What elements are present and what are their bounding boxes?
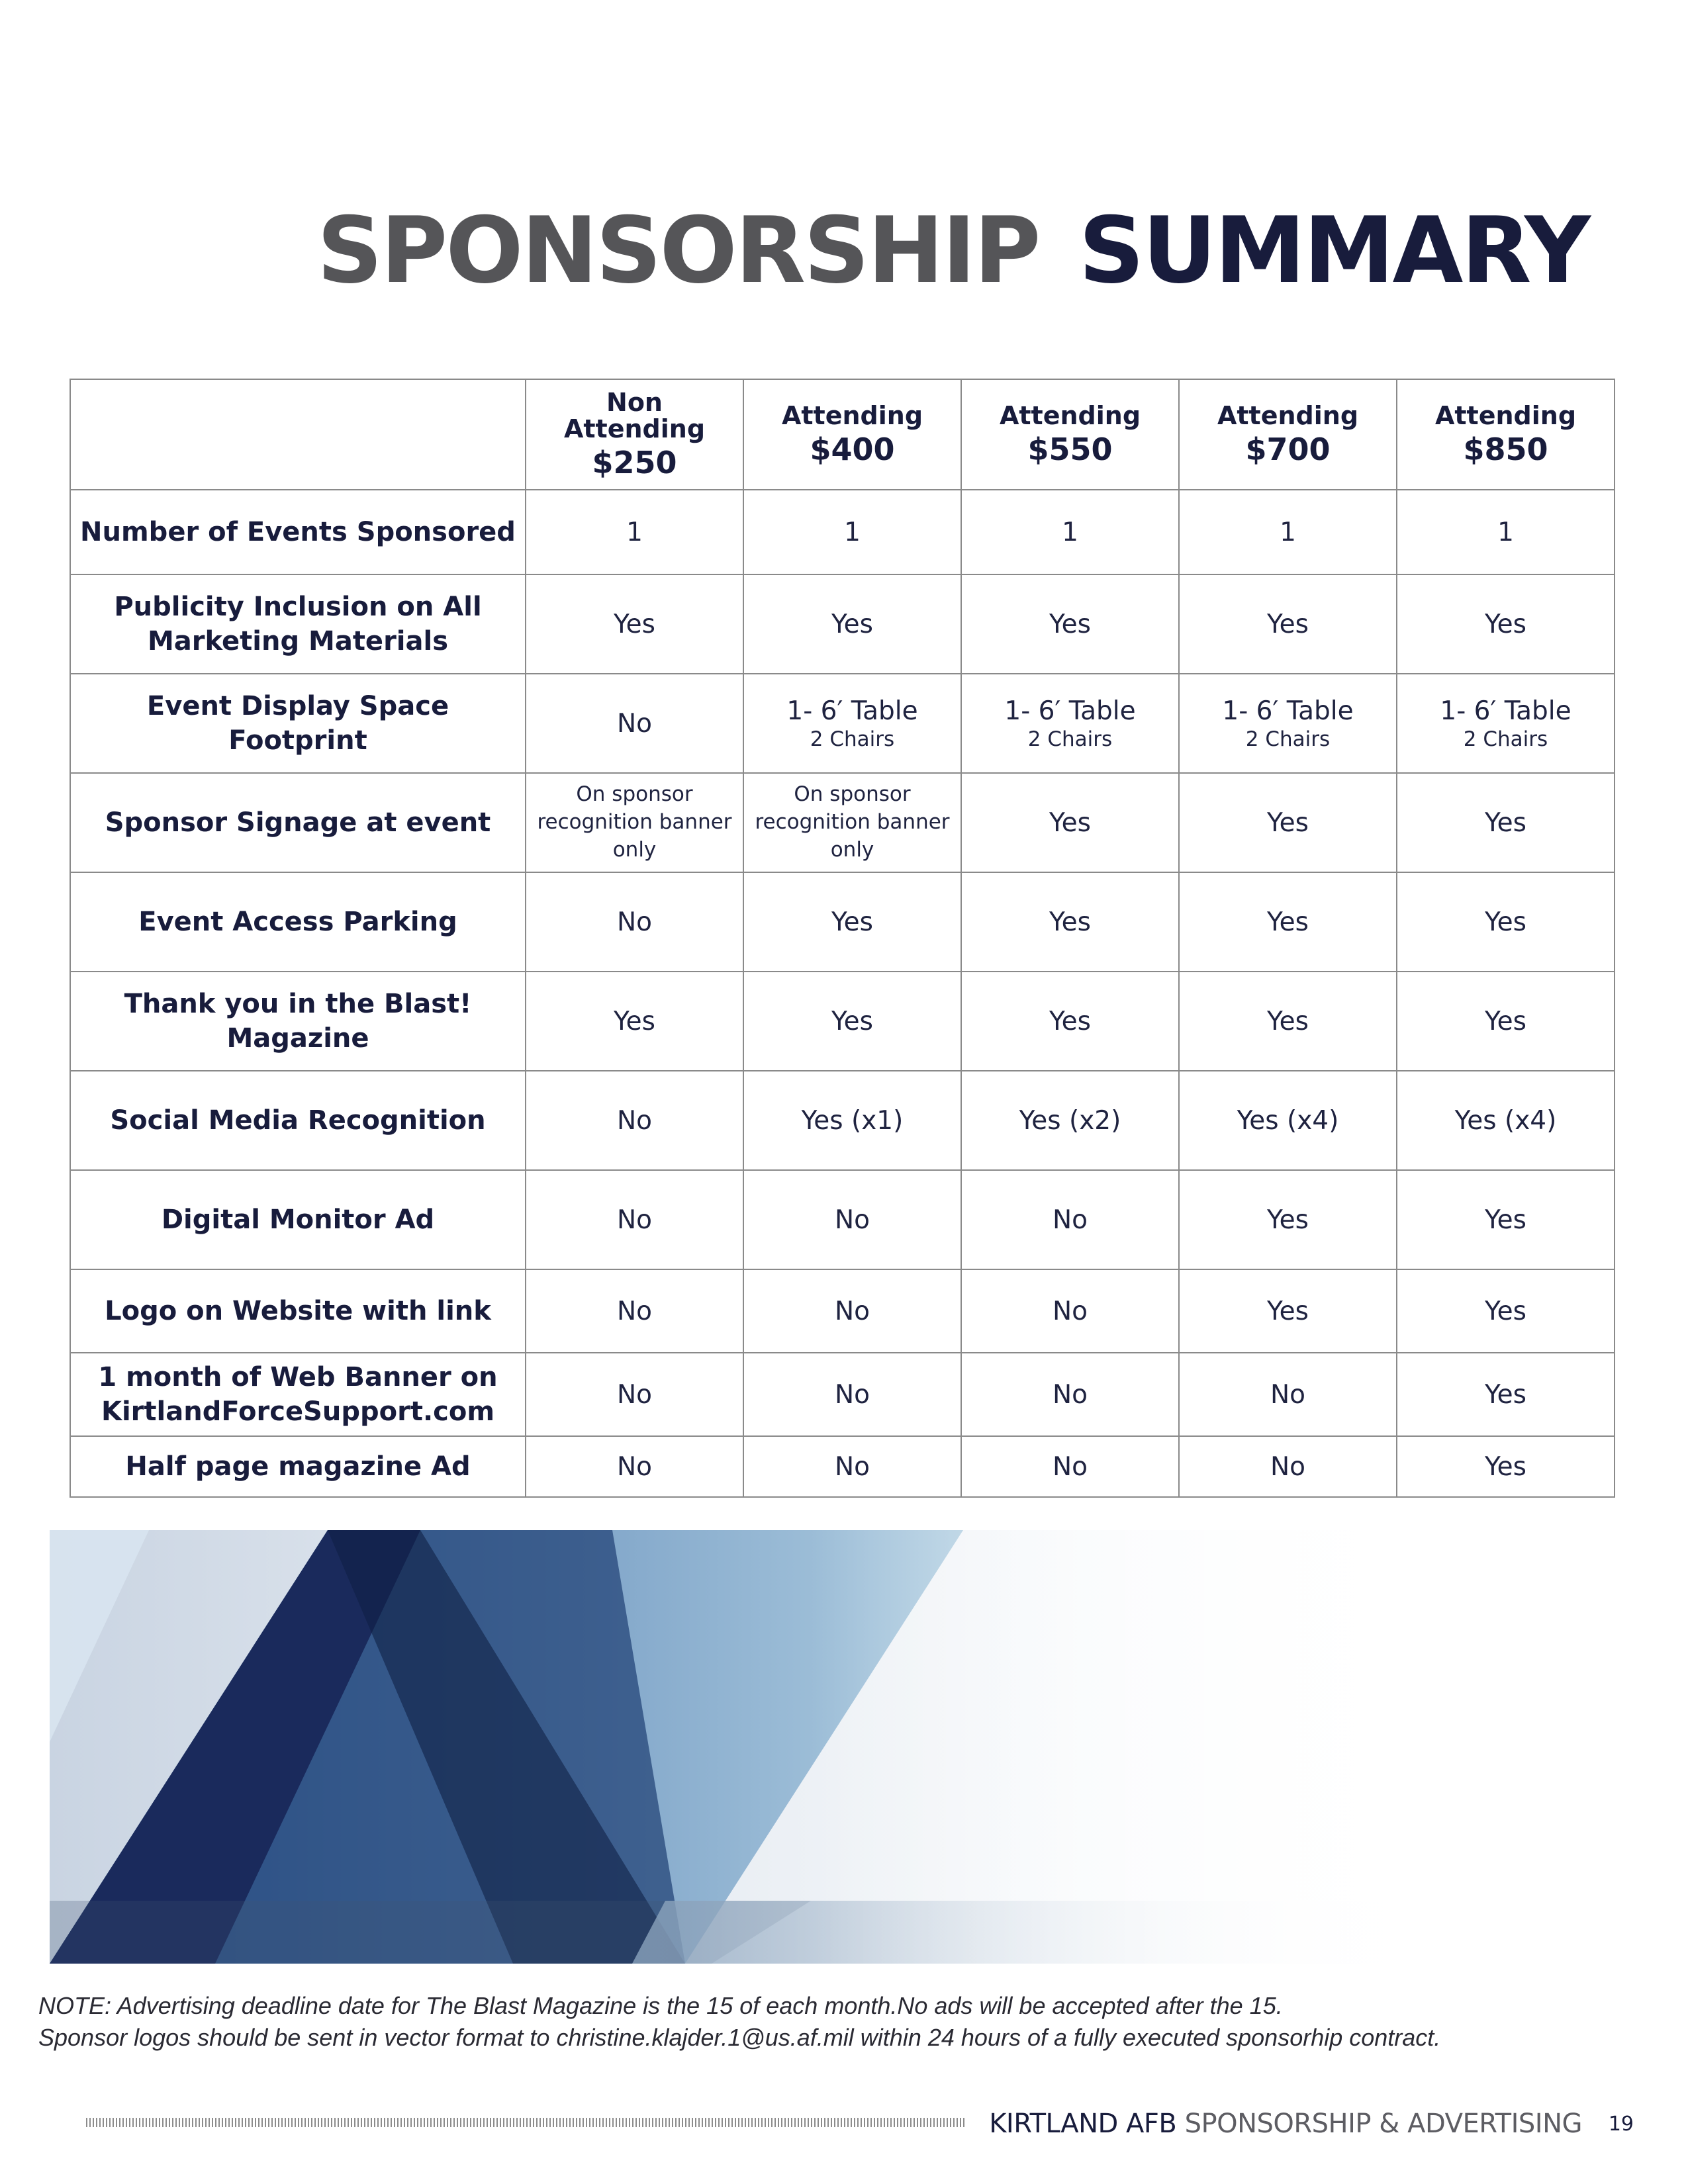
row-label: Logo on Website with link — [70, 1269, 526, 1353]
table-cell: No — [961, 1353, 1179, 1436]
table-cell: Yes — [961, 574, 1179, 674]
page-title — [0, 197, 1589, 304]
cell-value: No — [616, 708, 653, 739]
table-cell: Yes — [961, 872, 1179, 972]
table-row — [70, 1436, 1615, 1497]
title-part-summary: SUMMARY — [1078, 197, 1589, 304]
table-cell: Yes — [961, 773, 1179, 872]
advertising-note — [38, 1990, 1640, 2054]
tier-price: $550 — [1027, 432, 1113, 468]
tier-header — [526, 379, 743, 490]
table-cell: No — [1179, 1436, 1397, 1497]
decorative-banner — [50, 1530, 1440, 1964]
tier-header — [1179, 379, 1397, 490]
table-cell: No — [743, 1436, 961, 1497]
table-cell — [961, 674, 1179, 773]
tier-price: $700 — [1245, 432, 1331, 468]
table-cell: Yes — [743, 872, 961, 972]
table-row — [70, 1071, 1615, 1170]
table-cell: Yes — [1397, 972, 1615, 1071]
footer-divider — [86, 2118, 966, 2127]
table-cell: 1 — [743, 490, 961, 574]
table-cell — [526, 674, 743, 773]
tier-name: Attending — [1434, 401, 1577, 431]
row-label: Social Media Recognition — [70, 1071, 526, 1170]
table-cell: Yes — [961, 972, 1179, 1071]
row-label: Sponsor Signage at event — [70, 773, 526, 872]
table-row — [70, 1353, 1615, 1436]
table-cell: Yes — [526, 574, 743, 674]
row-label: Event Display Space Footprint — [70, 674, 526, 773]
table-row — [70, 490, 1615, 574]
table-cell: No — [526, 1170, 743, 1269]
table-cell: Yes — [1179, 773, 1397, 872]
table-row — [70, 1170, 1615, 1269]
table-cell: 1 — [526, 490, 743, 574]
row-label: Digital Monitor Ad — [70, 1170, 526, 1269]
note-line: NOTE: Advertising deadline date for The Blast Magazine is the 15 of each month.No ads will be accepted after the 15. — [38, 1992, 1283, 2019]
row-label: 1 month of Web Banner on KirtlandForceSupport.com — [70, 1353, 526, 1436]
tier-name: Attending — [781, 401, 923, 431]
cell-value: 1- 6′ Table — [786, 696, 918, 726]
table-cell — [1179, 674, 1397, 773]
tier-price: $250 — [592, 445, 677, 481]
table-cell: Yes — [1179, 1269, 1397, 1353]
table-cell: Yes — [1397, 1436, 1615, 1497]
title-part-sponsorship: SPONSORSHIP — [316, 197, 1039, 304]
table-cell: Yes (x1) — [743, 1071, 961, 1170]
table-row — [70, 773, 1615, 872]
table-cell: Yes (x2) — [961, 1071, 1179, 1170]
table-cell: Yes — [1397, 1353, 1615, 1436]
table-cell: Yes — [743, 972, 961, 1071]
table-cell: On sponsor recognition banner only — [526, 773, 743, 872]
tier-header — [1397, 379, 1615, 490]
row-label: Number of Events Sponsored — [70, 490, 526, 574]
table-cell: 1 — [1397, 490, 1615, 574]
table-cell: No — [961, 1269, 1179, 1353]
table-cell: Yes — [1397, 574, 1615, 674]
tier-price: $850 — [1463, 432, 1548, 468]
table-row — [70, 1269, 1615, 1353]
footer-brand: KIRTLAND AFB — [989, 2109, 1177, 2139]
table-cell: No — [1179, 1353, 1397, 1436]
row-label: Thank you in the Blast! Magazine — [70, 972, 526, 1071]
table-cell: Yes (x4) — [1397, 1071, 1615, 1170]
table-cell: No — [526, 872, 743, 972]
table-cell: Yes — [1397, 872, 1615, 972]
note-line: Sponsor logos should be sent in vector format to christine.klajder.1@us.af.mil within 24 hours of a fully executed sponsorhip contract. — [38, 2023, 1441, 2051]
cell-subvalue: 2 Chairs — [810, 727, 895, 751]
sponsorship-summary-table — [70, 379, 1615, 1498]
table-cell: No — [526, 1436, 743, 1497]
table-row — [70, 574, 1615, 674]
footer-subtitle: SPONSORSHIP & ADVERTISING — [1184, 2109, 1582, 2139]
table-cell: No — [743, 1353, 961, 1436]
page-number: 19 — [1608, 2113, 1634, 2136]
table-cell: No — [961, 1436, 1179, 1497]
tier-header — [961, 379, 1179, 490]
table-cell: Yes — [1179, 972, 1397, 1071]
table-cell: Yes — [1179, 872, 1397, 972]
table-cell: No — [961, 1170, 1179, 1269]
footer-title — [989, 2109, 1582, 2139]
cell-subvalue: 2 Chairs — [1463, 727, 1548, 751]
tier-name: Attending — [1217, 401, 1359, 431]
table-cell: No — [526, 1071, 743, 1170]
table-row — [70, 872, 1615, 972]
table-cell: Yes — [743, 574, 961, 674]
table-header-row — [70, 379, 1615, 490]
table-cell: On sponsor recognition banner only — [743, 773, 961, 872]
cell-subvalue: 2 Chairs — [1245, 727, 1331, 751]
cell-subvalue: 2 Chairs — [1027, 727, 1113, 751]
table-cell: Yes — [1179, 1170, 1397, 1269]
table-cell: No — [743, 1269, 961, 1353]
header-empty-cell — [70, 379, 526, 490]
table-cell: No — [743, 1170, 961, 1269]
table-cell: No — [526, 1353, 743, 1436]
cell-value: 1- 6′ Table — [1004, 696, 1136, 726]
table-cell: Yes — [1397, 1170, 1615, 1269]
tier-header — [743, 379, 961, 490]
table-cell: Yes (x4) — [1179, 1071, 1397, 1170]
row-label: Half page magazine Ad — [70, 1436, 526, 1497]
table-cell — [1397, 674, 1615, 773]
table-cell — [743, 674, 961, 773]
table-cell: No — [526, 1269, 743, 1353]
table-cell: Yes — [526, 972, 743, 1071]
table-cell: Yes — [1397, 1269, 1615, 1353]
tier-price: $400 — [810, 432, 895, 468]
table-cell: Yes — [1397, 773, 1615, 872]
tier-name: Attending — [999, 401, 1141, 431]
cell-value: 1- 6′ Table — [1222, 696, 1354, 726]
table-row — [70, 674, 1615, 773]
row-label: Event Access Parking — [70, 872, 526, 972]
table-row — [70, 972, 1615, 1071]
table-cell: Yes — [1179, 574, 1397, 674]
table-cell: 1 — [961, 490, 1179, 574]
table-cell: 1 — [1179, 490, 1397, 574]
row-label: Publicity Inclusion on All Marketing Materials — [70, 574, 526, 674]
tier-name: Non Attending — [563, 388, 706, 444]
cell-value: 1- 6′ Table — [1440, 696, 1571, 726]
